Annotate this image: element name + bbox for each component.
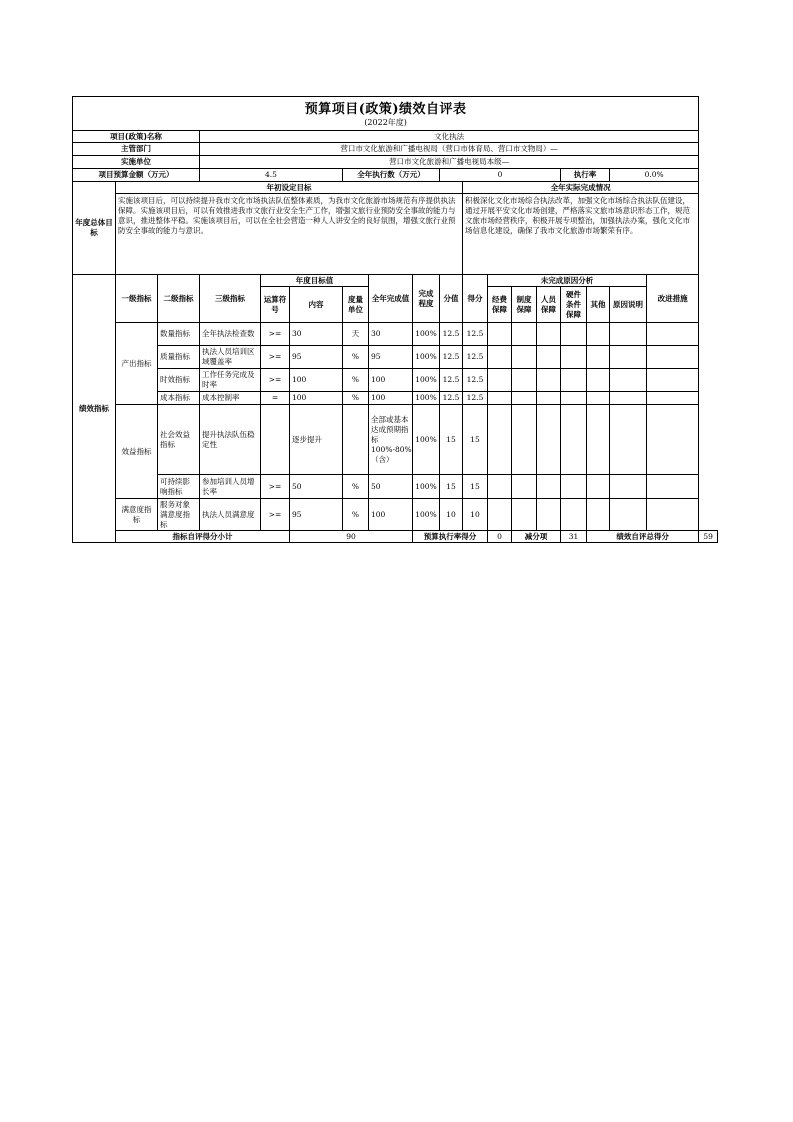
empty-cell <box>488 405 512 475</box>
row-unit: % <box>343 346 369 369</box>
empty-cell <box>647 323 699 346</box>
empty-cell <box>512 323 537 346</box>
budget-label: 项目预算金额（万元） <box>73 169 200 182</box>
row-done: 50 <box>369 475 413 499</box>
empty-cell <box>610 405 647 475</box>
row-done: 95 <box>369 346 413 369</box>
empty-cell <box>537 323 561 346</box>
empty-cell <box>561 499 587 531</box>
empty-cell <box>647 346 699 369</box>
self-score-label: 指标自评得分小计 <box>116 531 290 543</box>
actual-goal-text: 积极深化文化市场综合执法改革，加强文化市场综合执法队伍建设，通过开展平安文化市场创建，严格落实文旅市场意识形态工作，规范文旅市场经营秩序，积极开展专项整治，加强执法办案，强化文化市场信息化建设，确保了我市文化旅游市场繁荣有序。 <box>463 194 699 275</box>
empty-cell <box>587 499 610 531</box>
row-done: 30 <box>369 323 413 346</box>
empty-cell <box>537 369 561 392</box>
empty-cell <box>512 475 537 499</box>
group-benefit: 效益指标 <box>116 405 158 499</box>
empty-cell <box>561 323 587 346</box>
header-funding: 经费保障 <box>488 287 512 323</box>
header-level3: 三级指标 <box>200 275 261 323</box>
row-degree: 100% <box>413 323 440 346</box>
empty-cell <box>647 369 699 392</box>
empty-cell <box>561 392 587 405</box>
deduct-value: 31 <box>561 531 587 543</box>
self-score-value: 90 <box>290 531 413 543</box>
empty-cell <box>488 369 512 392</box>
header-unfinished: 未完成原因分析 <box>488 275 647 287</box>
row-done: 100 <box>369 369 413 392</box>
row-op: >= <box>261 323 290 346</box>
header-operator: 运算符号 <box>261 287 290 323</box>
row-degree: 100% <box>413 405 440 475</box>
row-op: >= <box>261 475 290 499</box>
header-level2: 二级指标 <box>158 275 200 323</box>
header-score-value: 分值 <box>440 275 463 323</box>
empty-cell <box>610 392 647 405</box>
empty-cell <box>610 346 647 369</box>
total-label: 绩效自评总得分 <box>587 531 699 543</box>
empty-cell <box>610 369 647 392</box>
exec-value: 0 <box>440 169 561 182</box>
row-value: 15 <box>440 475 463 499</box>
empty-cell <box>512 346 537 369</box>
row-l3: 执法人员满意度 <box>200 499 261 531</box>
empty-cell <box>512 405 537 475</box>
form-title: 预算项目(政策)绩效自评表 <box>304 101 467 117</box>
row-content: 95 <box>290 499 343 531</box>
header-annual-target: 年度目标值 <box>261 275 369 287</box>
row-unit: % <box>343 369 369 392</box>
unit-label: 实施单位 <box>73 156 200 169</box>
row-l3: 工作任务完成及时率 <box>200 369 261 392</box>
empty-cell <box>488 346 512 369</box>
row-score: 12.5 <box>463 392 488 405</box>
row-content: 95 <box>290 346 343 369</box>
header-system: 制度保障 <box>512 287 537 323</box>
header-improve: 改进措施 <box>647 275 699 323</box>
empty-cell <box>647 499 699 531</box>
empty-cell <box>647 475 699 499</box>
row-l3: 全年执法检查数 <box>200 323 261 346</box>
empty-cell <box>587 369 610 392</box>
row-l2: 质量指标 <box>158 346 200 369</box>
empty-cell <box>587 323 610 346</box>
empty-cell <box>561 405 587 475</box>
row-degree: 100% <box>413 499 440 531</box>
row-content: 逐步提升 <box>290 405 343 475</box>
row-content: 100 <box>290 369 343 392</box>
empty-cell <box>647 405 699 475</box>
row-l2: 社会效益指标 <box>158 405 200 475</box>
row-l2: 数量指标 <box>158 323 200 346</box>
row-value: 10 <box>440 499 463 531</box>
header-completed: 全年完成值 <box>369 275 413 323</box>
empty-cell <box>488 392 512 405</box>
row-unit <box>343 405 369 475</box>
empty-cell <box>561 346 587 369</box>
row-done: 100 <box>369 392 413 405</box>
empty-cell <box>587 392 610 405</box>
header-other: 其他 <box>587 287 610 323</box>
budget-score-value: 0 <box>488 531 512 543</box>
row-done: 100 <box>369 499 413 531</box>
group-satisfaction: 满意度指标 <box>116 499 158 531</box>
row-op: >= <box>261 499 290 531</box>
row-op: >= <box>261 346 290 369</box>
evaluation-sheet <box>72 96 718 543</box>
empty-cell <box>488 499 512 531</box>
row-unit: % <box>343 475 369 499</box>
annual-goal-label: 年度总体目标 <box>73 182 116 275</box>
budget-score-label: 预算执行率得分 <box>413 531 488 543</box>
header-personnel: 人员保障 <box>537 287 561 323</box>
empty-cell <box>647 392 699 405</box>
project-name-value: 文化执法 <box>200 131 699 143</box>
row-l3: 成本控制率 <box>200 392 261 405</box>
row-content: 50 <box>290 475 343 499</box>
row-done: 全部或基本达成预期指标100%-80%（含） <box>369 405 413 475</box>
row-l2: 服务对象满意度指标 <box>158 499 200 531</box>
row-l2: 时效指标 <box>158 369 200 392</box>
header-reason: 原因说明 <box>610 287 647 323</box>
row-value: 12.5 <box>440 346 463 369</box>
project-name-label: 项目(政策)名称 <box>73 131 200 143</box>
empty-cell <box>537 499 561 531</box>
empty-cell <box>488 323 512 346</box>
row-score: 12.5 <box>463 323 488 346</box>
header-hardware: 硬件条件保障 <box>561 287 587 323</box>
row-unit: 天 <box>343 323 369 346</box>
empty-cell <box>537 475 561 499</box>
actual-goal-header: 全年实际完成情况 <box>463 182 699 194</box>
empty-cell <box>587 475 610 499</box>
row-content: 30 <box>290 323 343 346</box>
dept-value: 营口市文化旅游和广播电视局（营口市体育局、营口市文物局）— <box>200 143 699 156</box>
row-score: 10 <box>463 499 488 531</box>
empty-cell <box>512 499 537 531</box>
row-op: >= <box>261 369 290 392</box>
row-l3: 执法人员培训区域覆盖率 <box>200 346 261 369</box>
row-score: 12.5 <box>463 346 488 369</box>
row-degree: 100% <box>413 346 440 369</box>
row-l2: 成本指标 <box>158 392 200 405</box>
empty-cell <box>587 405 610 475</box>
row-value: 12.5 <box>440 369 463 392</box>
header-unit: 度量单位 <box>343 287 369 323</box>
group-output: 产出指标 <box>116 323 158 405</box>
empty-cell <box>610 475 647 499</box>
unit-value: 营口市文化旅游和广播电视局本级— <box>200 156 699 169</box>
row-degree: 100% <box>413 369 440 392</box>
row-value: 15 <box>440 405 463 475</box>
row-score: 15 <box>463 475 488 499</box>
row-value: 12.5 <box>440 392 463 405</box>
perf-indicator-label: 绩效指标 <box>73 275 116 543</box>
row-degree: 100% <box>413 392 440 405</box>
row-score: 15 <box>463 405 488 475</box>
empty-cell <box>587 346 610 369</box>
empty-cell <box>512 369 537 392</box>
empty-cell <box>610 499 647 531</box>
empty-cell <box>537 346 561 369</box>
row-unit: % <box>343 499 369 531</box>
row-op <box>261 405 290 475</box>
header-score: 得分 <box>463 275 488 323</box>
row-op: = <box>261 392 290 405</box>
exec-label: 全年执行数（万元） <box>343 169 440 182</box>
row-score: 12.5 <box>463 369 488 392</box>
deduct-label: 减分项 <box>512 531 561 543</box>
initial-goal-text: 实施该项目后，可以持续提升我市文化市场执法队伍整体素质，为我市文化旅游市场规范有序提供执法保障。实施该项目后，可以有效推进我市文旅行业安全生产工作，增强文旅行业预防安全事故的能力与意识，推进整体平稳。实施该项目后，可以在全社会营造一种人人讲安全的良好氛围，增强文旅行业预防安全事故的能力与意识。 <box>116 194 463 275</box>
row-degree: 100% <box>413 475 440 499</box>
empty-cell <box>488 475 512 499</box>
budget-value: 4.5 <box>200 169 343 182</box>
empty-cell <box>610 323 647 346</box>
header-degree: 完成程度 <box>413 275 440 323</box>
empty-cell <box>561 369 587 392</box>
rate-label: 执行率 <box>561 169 610 182</box>
evaluation-table <box>72 96 718 543</box>
initial-goal-header: 年初设定目标 <box>116 182 463 194</box>
header-content: 内容 <box>290 287 343 323</box>
empty-cell <box>512 392 537 405</box>
header-level1: 一级指标 <box>116 275 158 323</box>
row-l3: 提升执法队伍稳定性 <box>200 405 261 475</box>
row-l3: 参加培训人员增长率 <box>200 475 261 499</box>
empty-cell <box>537 405 561 475</box>
total-value: 59 <box>699 531 718 543</box>
empty-cell <box>561 475 587 499</box>
form-year: (2022年度) <box>364 117 407 127</box>
row-unit: % <box>343 392 369 405</box>
empty-cell <box>537 392 561 405</box>
dept-label: 主管部门 <box>73 143 200 156</box>
rate-value: 0.0% <box>610 169 699 182</box>
row-l2: 可持续影响指标 <box>158 475 200 499</box>
row-content: 100 <box>290 392 343 405</box>
title-cell <box>73 97 699 131</box>
row-value: 12.5 <box>440 323 463 346</box>
